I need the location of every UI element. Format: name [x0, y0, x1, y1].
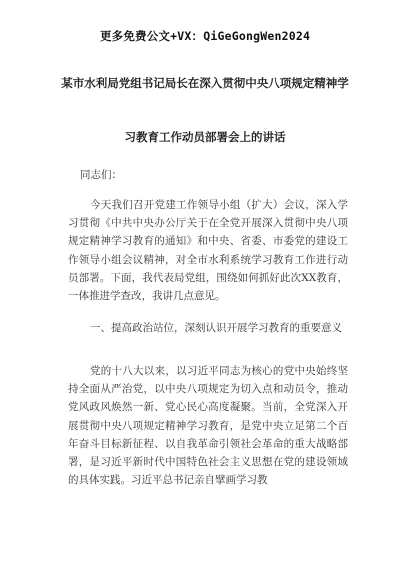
promo-header: 更多免费公文+VX：QiGeGongWen2024 [99, 29, 311, 43]
section-heading-1: 一、提高政治站位，深刻认识开展学习教育的重要意义 [90, 322, 342, 334]
document-title-line-1: 某市水利局党组书记局长在深入贯彻中央八项规定精神学 [61, 76, 349, 90]
paragraph-opening: 今天我们召开党建工作领导小组（扩大）会议，深入学习贯彻《中共中央办公厅关于在全党开展深入贯彻中央八项规定精神学习教育的通知》和中央、省委、市委党的建设工作领导小组会议精神，对全市水利系统学习教育工作进行动员部署。下面，我代表局党组，围绕如何抓好此次XX教育，一体推进学查改，我讲几点意见。 [68, 199, 348, 303]
salutation: 同志们： [80, 169, 122, 181]
document-title-line-2: 习教育工作动员部署会上的讲话 [124, 130, 286, 144]
paragraph-section-1: 党的十八大以来，以习近平同志为核心的党中央始终坚持全面从严治党，以中央八项规定为切入点和动员令，推动党风政风焕然一新、党心民心高度凝聚。当前，全党深入开展贯彻中央八项规定精神学习教育，是党中央立足第二个百年奋斗目标新征程、以自我革命引领社会革命的重大战略部署，是习近平新时代中国特色社会主义思想在党的建设领域的具体实践。习近平总书记亲自擘画学习教 [68, 365, 348, 487]
